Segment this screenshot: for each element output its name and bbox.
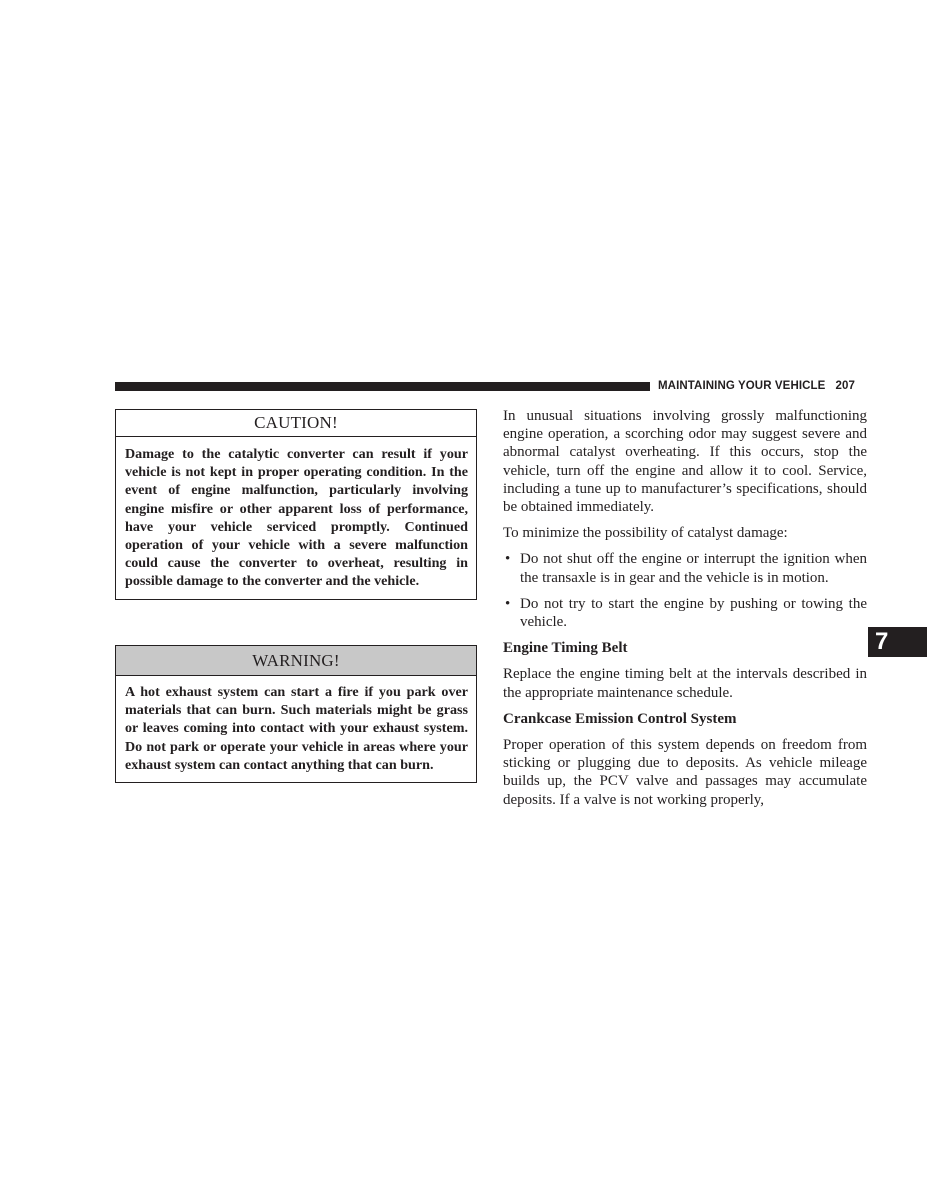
paragraph-minimize-damage: To minimize the possibility of catalyst damage: <box>503 525 788 542</box>
heading-crankcase-emission: Crankcase Emission Control System <box>503 710 737 727</box>
paragraph-timing-belt: Replace the engine timing belt at the intervals described in the appropriate maintenance schedule. <box>503 666 867 701</box>
list-item <box>503 595 867 631</box>
list-item <box>503 550 867 586</box>
paragraph-crankcase: Proper operation of this system depends on freedom from sticking or plugging due to deposits. As vehicle mileage builds up, the PCV valve and passages may accumulate deposits. If a valve is not working properly, <box>503 737 867 808</box>
main-text-column <box>503 407 867 817</box>
page-number: 207 <box>835 380 855 392</box>
warning-title: WARNING! <box>116 646 476 676</box>
list-item-text: Do not shut off the engine or interrupt the ignition when the transaxle is in gear and the vehicle is in motion. <box>520 551 867 586</box>
heading-engine-timing-belt: Engine Timing Belt <box>503 640 628 657</box>
bullet-icon: • <box>505 551 511 568</box>
bullet-icon: • <box>505 595 511 612</box>
caution-body: Damage to the catalytic converter can result if your vehicle is not kept in proper operating condition. In the event of engine malfunction, particularly involving engine misfire or other apparent loss of performance, have your vehicle serviced promptly. Continued operation of your vehicle with a severe malfunction could cause the converter to overheat, resulting in possible damage to the converter and the vehicle. <box>125 446 468 590</box>
caution-box <box>115 409 477 600</box>
chapter-tab: 7 <box>868 627 927 657</box>
running-header <box>658 380 855 392</box>
section-title: MAINTAINING YOUR VEHICLE <box>658 380 826 392</box>
warning-body: A hot exhaust system can start a fire if you park over materials that can burn. Such materials might be grass or leaves coming into contact with your exhaust system. Do not park or operate your vehicle in areas where your exhaust system can contact anything that can burn. <box>125 684 468 773</box>
list-item-text: Do not try to start the engine by pushing or towing the vehicle. <box>520 595 867 631</box>
header-rule <box>115 382 650 391</box>
paragraph-catalyst-overheating: In unusual situations involving grossly malfunctioning engine operation, a scorching odor may suggest severe and abnormal catalyst overheating. If this occurs, stop the vehicle, turn off the engine and allow it to cool. Service, including a tune up to manufacturer’s specifications, should be obtained immediately. <box>503 408 867 516</box>
warning-box <box>115 645 477 783</box>
caution-title: CAUTION! <box>116 410 476 437</box>
